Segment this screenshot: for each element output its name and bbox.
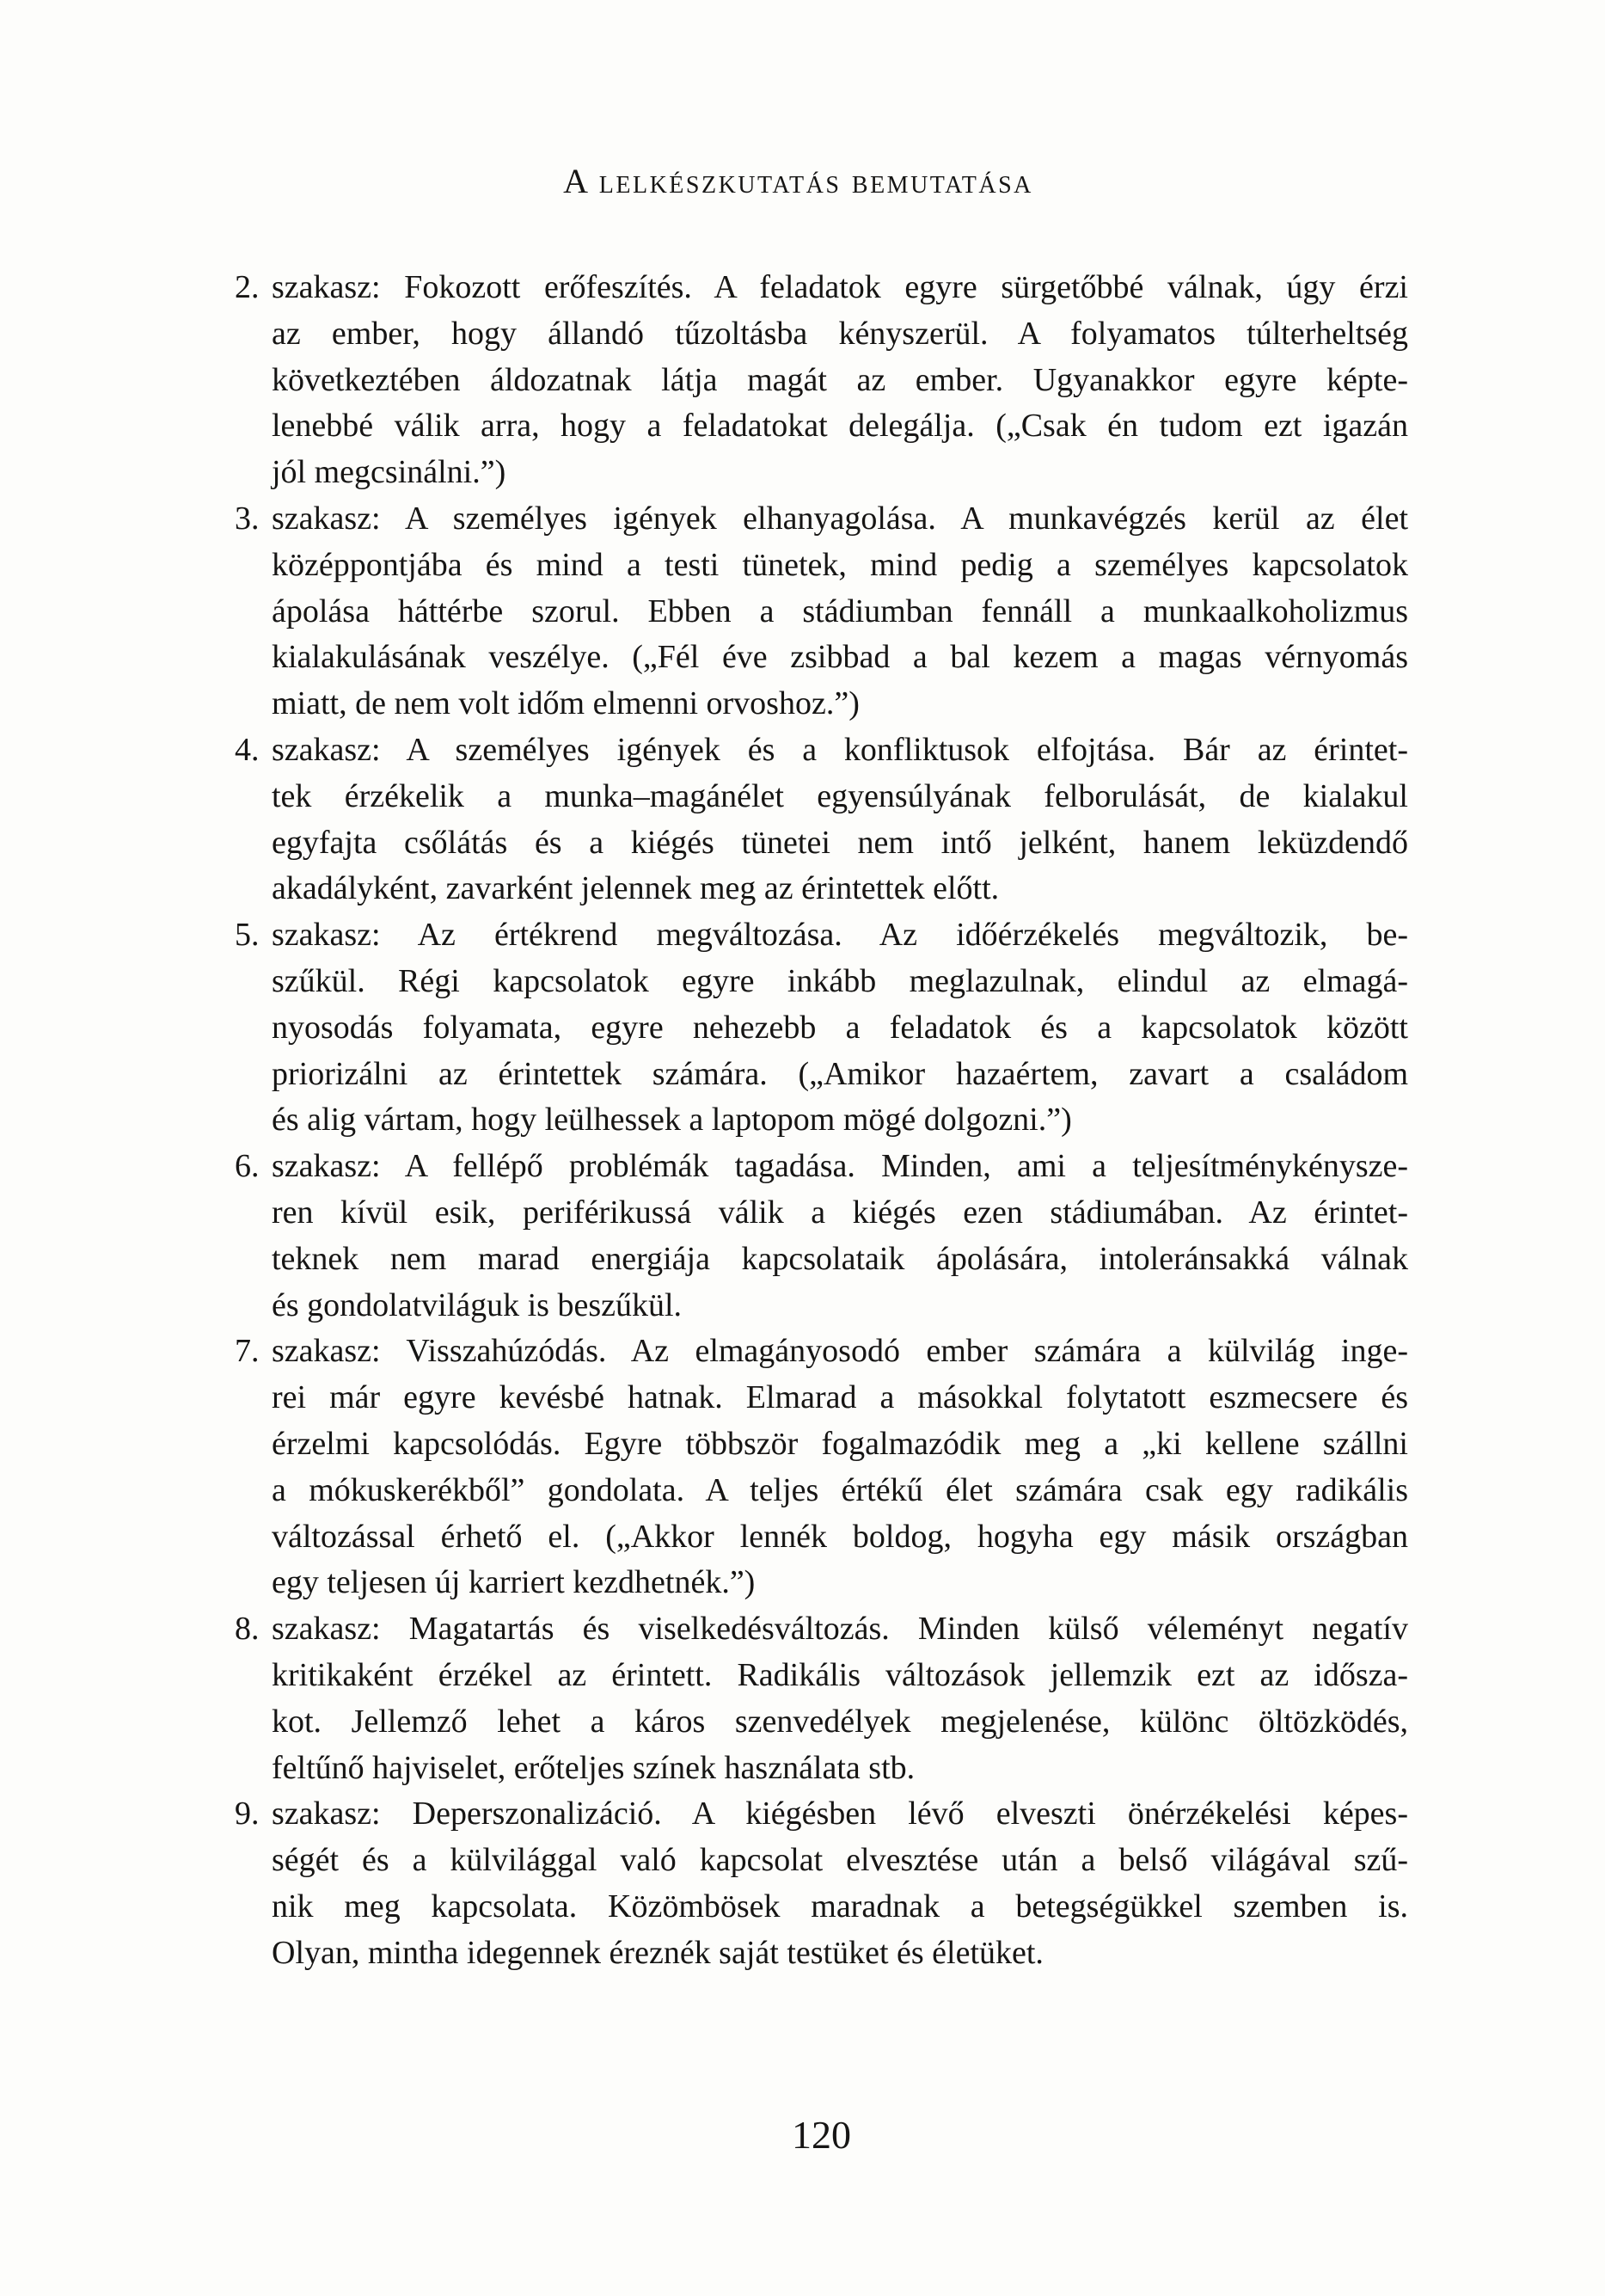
list-item bbox=[235, 496, 1408, 727]
list-item bbox=[235, 1606, 1408, 1791]
item-text bbox=[272, 265, 1408, 496]
text-line: kialakulásának veszélye. („Fél éve zsibbad a bal kezem a magas vérnyomás bbox=[272, 639, 1408, 676]
list-item bbox=[235, 1329, 1408, 1606]
list-item bbox=[235, 265, 1408, 496]
item-text bbox=[272, 1144, 1408, 1329]
item-text bbox=[272, 496, 1408, 727]
running-header: A lelkészkutatás bemutatása bbox=[563, 162, 1033, 200]
text-line: miatt, de nem volt időm elmenni orvoshoz.”) bbox=[272, 685, 860, 722]
item-number: 3. bbox=[235, 500, 260, 537]
page-number: 120 bbox=[792, 2113, 851, 2157]
item-number: 2. bbox=[235, 269, 260, 305]
text-line: szakasz: Magatartás és viselkedésváltozás. Minden külső véleményt negatív bbox=[272, 1611, 1408, 1648]
text-line: szakasz: Deperszonalizáció. A kiégésben lévő elveszti önérzékelési képes- bbox=[272, 1796, 1408, 1833]
text-line: egy teljesen új karriert kezdhetnék.”) bbox=[272, 1564, 756, 1601]
item-number: 4. bbox=[235, 731, 260, 768]
item-text bbox=[272, 1791, 1408, 1976]
text-line: kot. Jellemző lehet a káros szenvedélyek megjelenése, különc öltözködés, bbox=[272, 1703, 1408, 1740]
text-line: a mókuskerékből” gondolata. A teljes értékű élet számára csak egy radikális bbox=[272, 1471, 1408, 1508]
text-line: teknek nem marad energiája kapcsolataik ápolására, intoleránsakká válnak bbox=[272, 1240, 1408, 1277]
text-line: Olyan, mintha idegennek éreznék saját testüket és életüket. bbox=[272, 1934, 1044, 1971]
text-line: nyosodás folyamata, egyre nehezebb a feladatok és a kapcsolatok között bbox=[272, 1009, 1408, 1046]
text-line: szakasz: Visszahúzódás. Az elmagányosodó ember számára a külvilág inge- bbox=[272, 1333, 1408, 1370]
text-line: következtében áldozatnak látja magát az ember. Ugyanakkor egyre képte- bbox=[272, 361, 1408, 398]
text-line: érzelmi kapcsolódás. Egyre többször fogalmazódik meg a „ki kellene szállni bbox=[272, 1425, 1408, 1462]
list-item bbox=[235, 1791, 1408, 1976]
text-line: rei már egyre kevésbé hatnak. Elmarad a másokkal folytatott eszmecsere és bbox=[272, 1379, 1408, 1416]
text-line: szűkül. Régi kapcsolatok egyre inkább meglazulnak, elindul az elmagá- bbox=[272, 962, 1408, 999]
text-line: és gondolatviláguk is beszűkül. bbox=[272, 1286, 683, 1323]
text-line: lenebbé válik arra, hogy a feladatokat delegálja. („Csak én tudom ezt igazán bbox=[272, 408, 1408, 445]
item-text bbox=[272, 1606, 1408, 1791]
text-line: tek érzékelik a munka–magánélet egyensúlyának felborulását, de kialakul bbox=[272, 777, 1408, 814]
text-line: kritikaként érzékel az érintett. Radikális változások jellemzik ezt az idősza- bbox=[272, 1656, 1408, 1693]
item-text bbox=[272, 912, 1408, 1144]
text-line: szakasz: Az értékrend megváltozása. Az időérzékelés megváltozik, be- bbox=[272, 917, 1408, 954]
text-line: az ember, hogy állandó tűzoltásba kényszerül. A folyamatos túlterheltség bbox=[272, 315, 1408, 352]
text-line: ápolása háttérbe szorul. Ebben a stádiumban fennáll a munkaalkoholizmus bbox=[272, 592, 1408, 629]
item-number: 8. bbox=[235, 1611, 260, 1648]
item-number: 5. bbox=[235, 917, 260, 954]
text-line: középpontjába és mind a testi tünetek, mind pedig a személyes kapcsolatok bbox=[272, 546, 1408, 583]
item-number: 9. bbox=[235, 1796, 260, 1833]
text-line: változással érhető el. („Akkor lennék boldog, hogyha egy másik országban bbox=[272, 1518, 1408, 1555]
text-line: priorizálni az érintettek számára. („Amikor hazaértem, zavart a családom bbox=[272, 1055, 1408, 1092]
text-line: ségét és a külvilággal való kapcsolat elvesztése után a belső világával szű- bbox=[272, 1842, 1408, 1879]
stage-list bbox=[235, 265, 1408, 1976]
text-line: szakasz: A személyes igények elhanyagolása. A munkavégzés kerül az élet bbox=[272, 500, 1408, 537]
text-line: akadályként, zavarként jelennek meg az érintettek előtt. bbox=[272, 870, 1000, 907]
item-text bbox=[272, 727, 1408, 912]
list-item bbox=[235, 912, 1408, 1144]
text-line: és alig vártam, hogy leülhessek a laptopom mögé dolgozni.”) bbox=[272, 1102, 1072, 1139]
text-line: egyfajta csőlátás és a kiégés tünetei nem intő jelként, hanem leküzdendő bbox=[272, 824, 1408, 861]
item-number: 6. bbox=[235, 1148, 260, 1185]
text-line: jól megcsinálni.”) bbox=[272, 454, 506, 491]
text-line: nik meg kapcsolata. Közömbösek maradnak a betegségükkel szemben is. bbox=[272, 1888, 1408, 1925]
list-item bbox=[235, 1144, 1408, 1329]
text-line: feltűnő hajviselet, erőteljes színek használata stb. bbox=[272, 1749, 916, 1786]
text-line: szakasz: A fellépő problémák tagadása. Minden, ami a teljesítménykénysze- bbox=[272, 1148, 1408, 1185]
item-text bbox=[272, 1329, 1408, 1606]
text-line: ren kívül esik, periférikussá válik a kiégés ezen stádiumában. Az érintet- bbox=[272, 1194, 1408, 1231]
text-line: szakasz: A személyes igények és a konfliktusok elfojtása. Bár az érintet- bbox=[272, 731, 1408, 768]
text-line: szakasz: Fokozott erőfeszítés. A feladatok egyre sürgetőbbé válnak, úgy érzi bbox=[272, 269, 1408, 305]
item-number: 7. bbox=[235, 1333, 260, 1370]
list-item bbox=[235, 727, 1408, 912]
